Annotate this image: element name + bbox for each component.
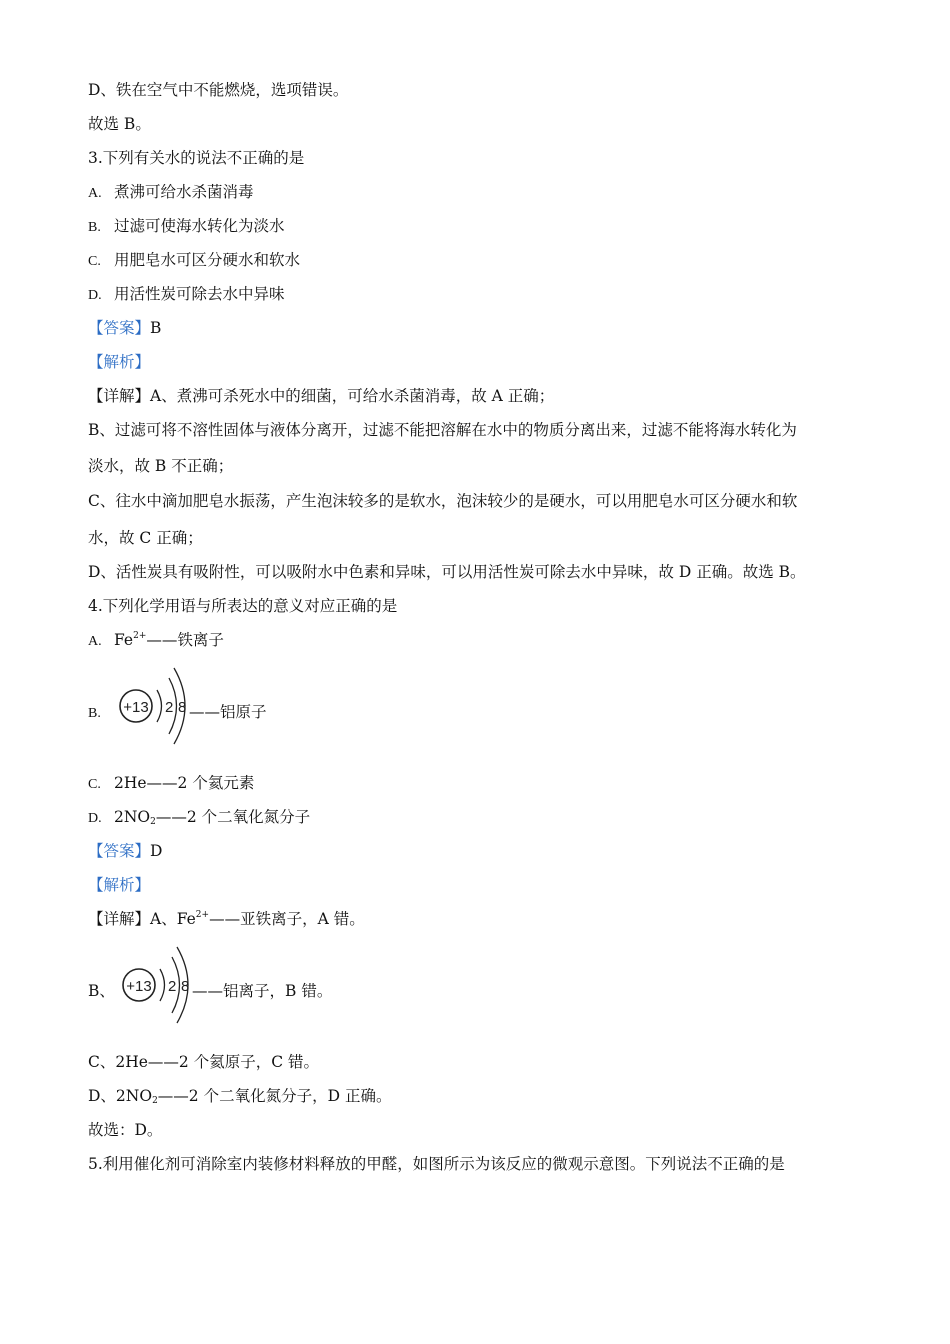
shell-electron-count: 8 <box>178 699 187 716</box>
detail-tag: 【详解】 <box>88 910 151 928</box>
option-letter: C. <box>88 777 101 792</box>
q4-detail-d <box>88 1086 391 1106</box>
q3-option-a <box>88 182 254 204</box>
option-letter: D. <box>88 811 102 826</box>
q4-detail-b-text: ——铝离子，B 错。 <box>192 982 333 1000</box>
prev-answer-choice: 故选 B。 <box>88 115 151 133</box>
q4-option-c <box>88 773 254 795</box>
formula: Fe <box>114 631 134 649</box>
q4-option-a <box>88 630 224 652</box>
detail-text: A、煮沸可杀死水中的细菌，可给水杀菌消毒，故 A 正确； <box>150 387 555 405</box>
q3-stem: 3.下列有关水的说法不正确的是 <box>88 149 305 167</box>
option-text: 用活性炭可除去水中异味 <box>114 285 285 303</box>
option-text: 2He——2 个氦元素 <box>114 774 255 792</box>
q3-detail-line-6: D、活性炭具有吸附性，可以吸附水中色素和异味，可以用活性炭可除去水中异味，故 D 正确。故选 B。 <box>88 563 806 581</box>
subscript: 2 <box>152 1096 158 1106</box>
detail-text: ——亚铁离子，A 错。 <box>209 910 365 928</box>
detail-tag: 【详解】 <box>88 387 151 405</box>
option-text: 煮沸可给水杀菌消毒 <box>114 183 254 201</box>
detail-text: ——2 个二氧化氮分子，D 正确。 <box>157 1087 392 1105</box>
answer-tag: 【答案】 <box>88 319 151 337</box>
q3-detail-line-1 <box>88 386 554 406</box>
formula: 2NO <box>114 808 151 826</box>
answer-value: B <box>150 319 162 337</box>
prev-answer-d-line: D、铁在空气中不能燃烧，选项错误。 <box>88 81 349 99</box>
q3-option-b <box>88 216 285 238</box>
q3-option-d <box>88 284 285 306</box>
ion-charge: 2+ <box>133 631 147 641</box>
q3-detail-line-4: C、往水中滴加肥皂水振荡，产生泡沫较多的是软水，泡沫较少的是硬水，可以用肥皂水可区分硬水和软 <box>88 492 798 510</box>
nucleus-charge: +13 <box>126 978 152 995</box>
subscript: 2 <box>150 817 156 827</box>
option-meaning: ——2 个二氧化氮分子 <box>155 808 311 826</box>
q3-detail-line-2: B、过滤可将不溶性固体与液体分离开，过滤不能把溶解在水中的物质分离出来，过滤不能将海水转化为 <box>88 421 797 439</box>
answer-tag: 【答案】 <box>88 842 151 860</box>
formula: D、2NO <box>88 1087 153 1105</box>
ion-charge: 2+ <box>195 910 210 920</box>
shell-electron-count: 2 <box>165 699 174 716</box>
q4-answer <box>88 841 162 861</box>
q3-detail-line-5: 水，故 C 正确； <box>88 529 203 547</box>
nucleus-charge: +13 <box>123 699 149 716</box>
option-letter: C. <box>88 254 101 269</box>
shell-electron-count: 8 <box>181 978 190 995</box>
q3-option-c <box>88 250 300 272</box>
option-letter: B. <box>88 706 101 721</box>
q4-detail-c: C、2He——2 个氦原子，C 错。 <box>88 1053 319 1071</box>
q4-option-d <box>88 807 310 829</box>
option-text: 用肥皂水可区分硬水和软水 <box>114 251 301 269</box>
q4-option-b-meaning: ——铝原子 <box>189 703 267 721</box>
option-letter: B. <box>88 220 101 235</box>
aluminum-ion-structure-diagram <box>117 943 197 1027</box>
option-letter: A. <box>88 634 102 649</box>
q4-stem: 4.下列化学用语与所表达的意义对应正确的是 <box>88 597 398 615</box>
q4-choice: 故选：D。 <box>88 1121 163 1139</box>
q3-analysis-tag: 【解析】 <box>88 353 151 371</box>
shell-electron-count: 2 <box>168 978 177 995</box>
answer-value: D <box>150 842 163 860</box>
formula: A、Fe <box>150 910 196 928</box>
q3-answer <box>88 318 161 338</box>
q4-detail-b-label: B、 <box>88 982 115 1000</box>
option-meaning: ——铁离子 <box>146 631 224 649</box>
q4-analysis-tag: 【解析】 <box>88 876 151 894</box>
option-letter: D. <box>88 288 102 303</box>
electron-shell-arc <box>160 969 165 1001</box>
option-letter: A. <box>88 186 102 201</box>
q4-option-b-letter <box>88 702 114 724</box>
q3-detail-line-3: 淡水，故 B 不正确； <box>88 457 234 475</box>
option-text: 过滤可使海水转化为淡水 <box>114 217 285 235</box>
q4-detail-a <box>88 909 365 929</box>
electron-shell-arc <box>157 690 162 722</box>
q5-stem: 5.利用催化剂可消除室内装修材料释放的甲醛，如图所示为该反应的微观示意图。下列说法不正确的是 <box>88 1155 785 1173</box>
aluminum-atom-structure-diagram <box>114 664 194 748</box>
